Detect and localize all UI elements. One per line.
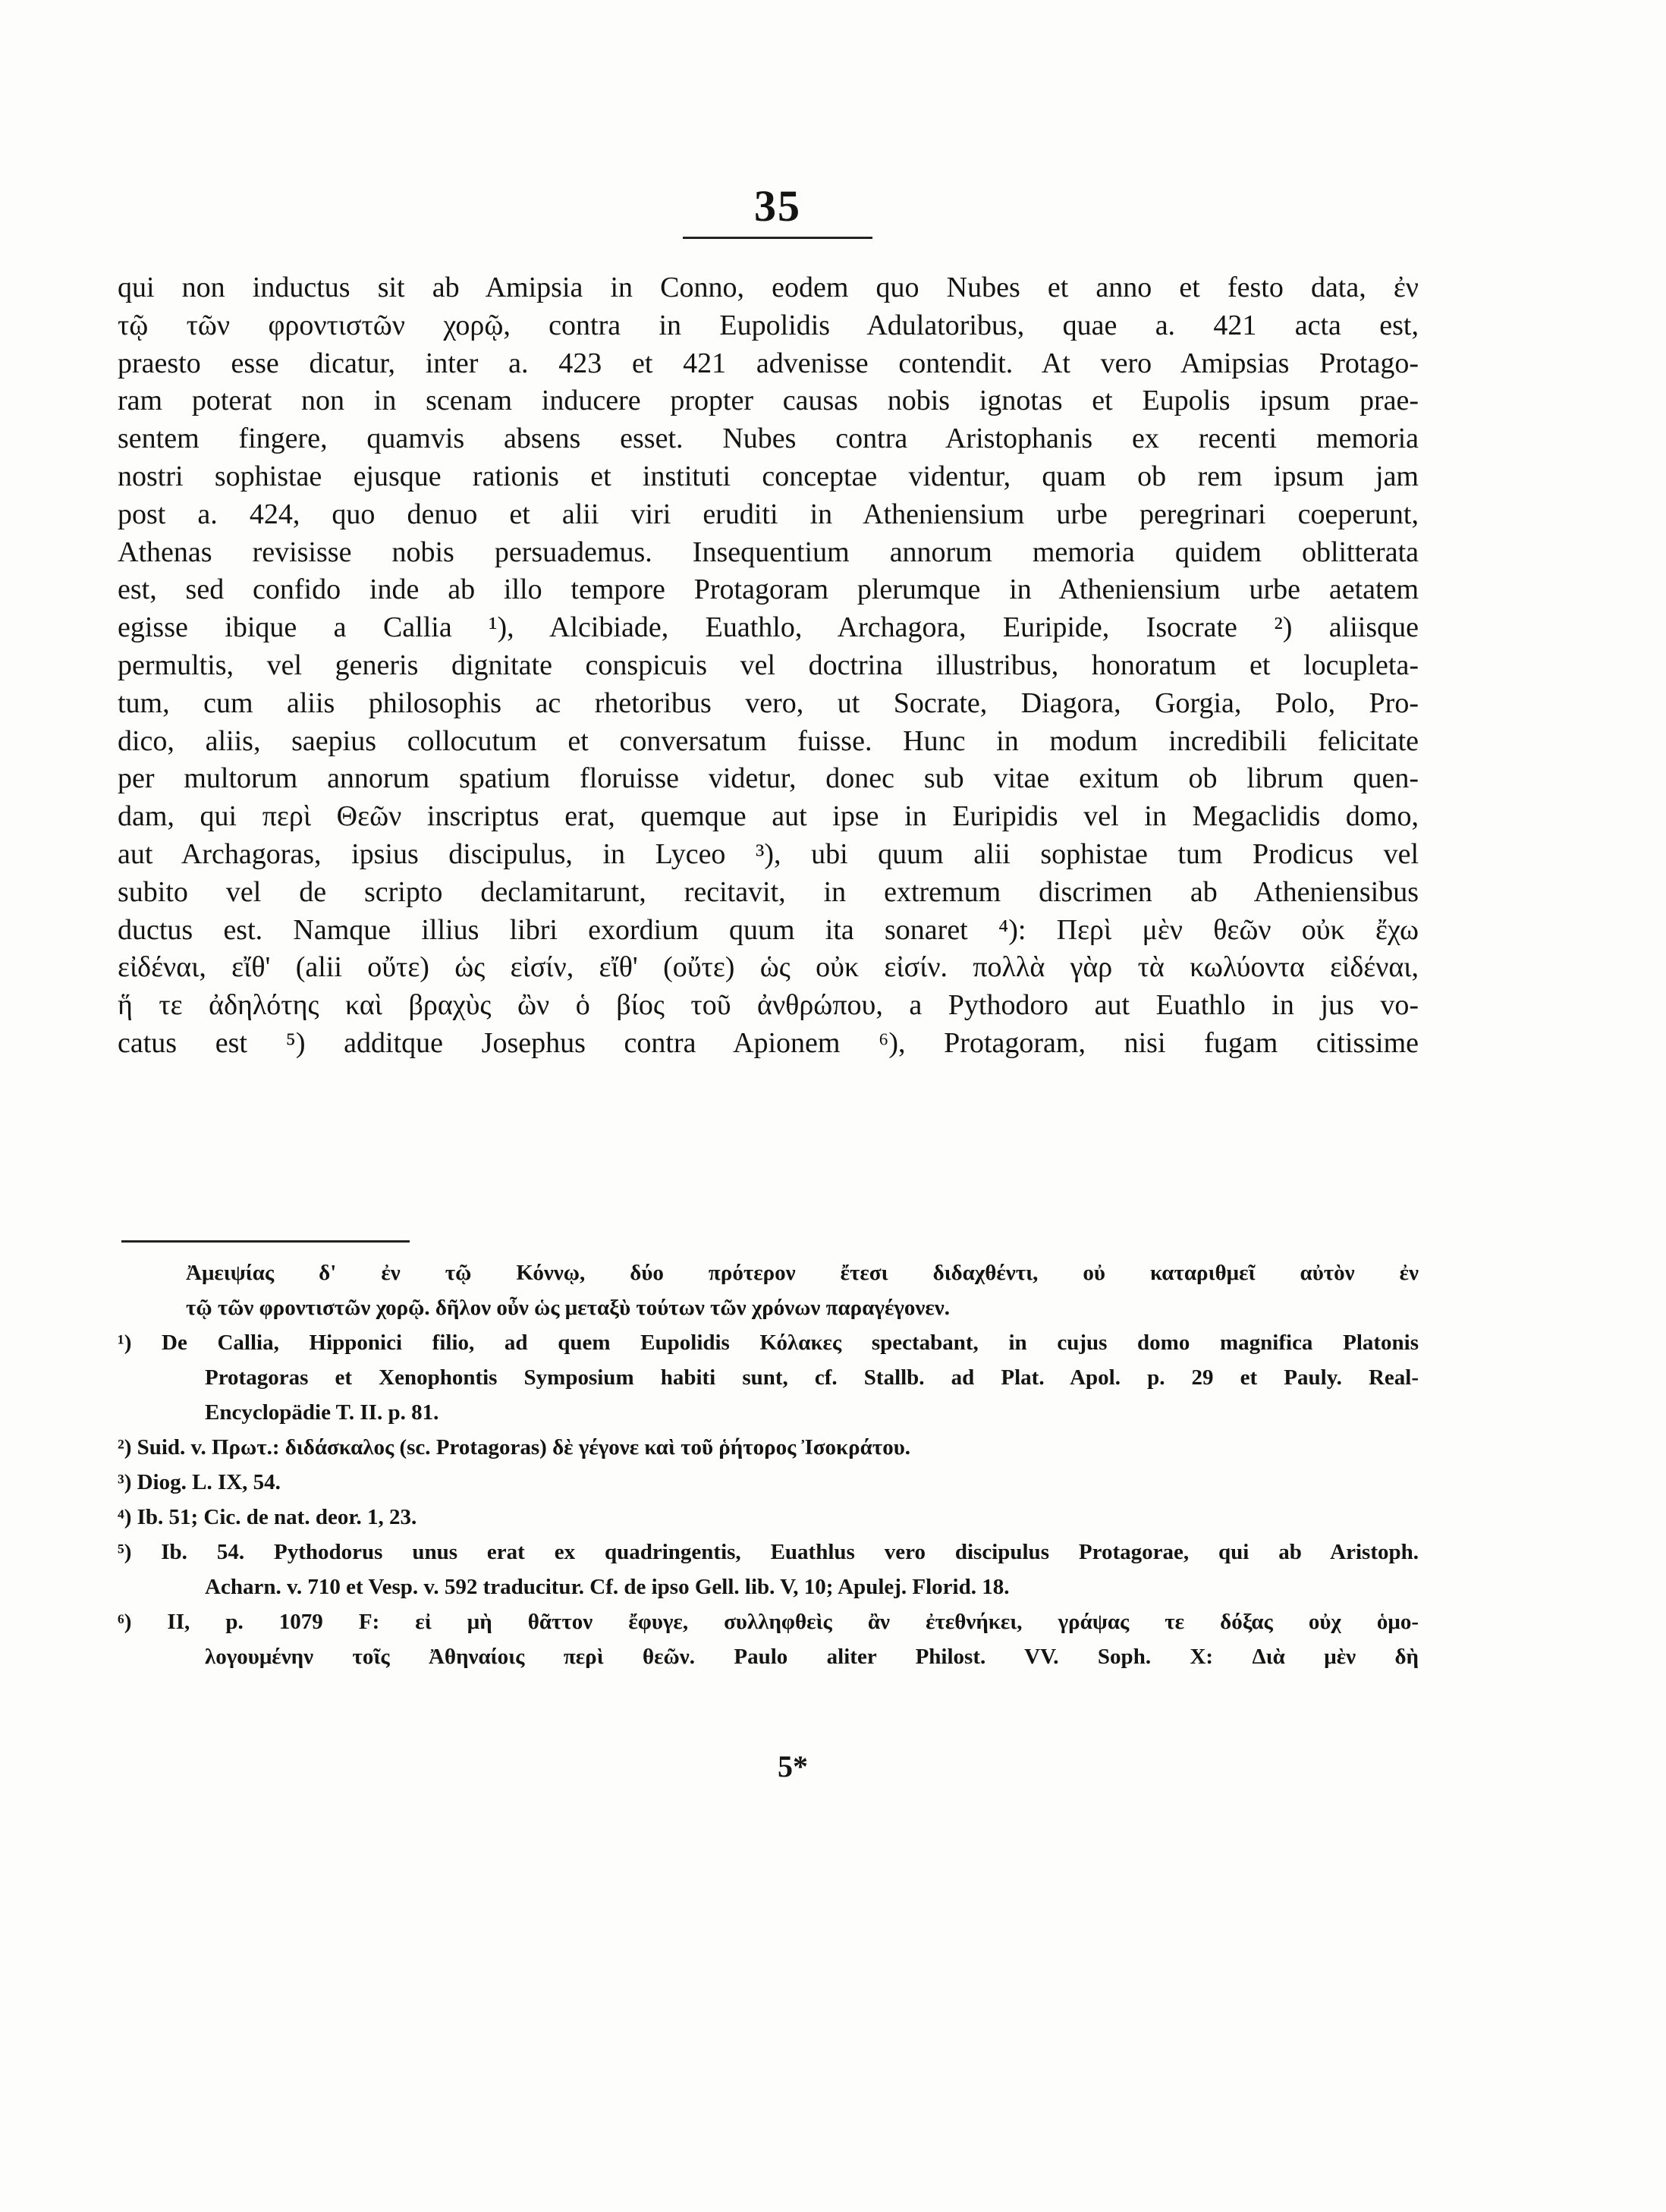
body-line: catus est ⁵) additque Josephus contra Apionem ⁶), Protagoram, nisi fugam citissime <box>118 1026 1419 1059</box>
body-line: praesto esse dicatur, inter a. 423 et 421 advenisse contendit. At vero Amipsias Protago- <box>118 347 1419 379</box>
body-line: tum, cum aliis philosophis ac rhetoribus vero, ut Socrate, Diagora, Gorgia, Polo, Pro- <box>118 687 1419 719</box>
footnote-line: ⁴) Ib. 51; Cic. de nat. deor. 1, 23. <box>118 1505 417 1529</box>
body-line: qui non inductus sit ab Amipsia in Conno, eodem quo Nubes et anno et festo data, ἐν <box>118 272 1419 303</box>
footnote-line: ³) Diog. L. IX, 54. <box>118 1470 281 1494</box>
main-text-block <box>118 269 1419 1063</box>
body-line: per multorum annorum spatium floruisse videtur, donec sub vitae exitum ob librum quen- <box>118 762 1419 795</box>
body-line: nostri sophistae ejusque rationis et instituti conceptae videntur, quam ob rem ipsum jam <box>118 460 1419 492</box>
body-line: egisse ibique a Callia ¹), Alcibiade, Euathlo, Archagora, Euripide, Isocrate ²) aliisque <box>118 611 1419 644</box>
body-line: τῷ τῶν φροντιστῶν χορῷ, contra in Eupolidis Adulatoribus, quae a. 421 acta est, <box>118 309 1419 341</box>
body-line: sentem fingere, quamvis absens esset. Nubes contra Aristophanis ex recenti memoria <box>118 423 1419 455</box>
footnote-line: ¹) De Callia, Hipponici filio, ad quem Eupolidis Κόλακες spectabant, in cujus domo magnifica Platonis <box>118 1331 1419 1355</box>
body-line: ἥ τε ἀδηλότης καὶ βραχὺς ὢν ὁ βίος τοῦ ἀνθρώπου, a Pythodoro aut Euathlo in jus vo- <box>118 989 1419 1022</box>
footnote-line: ²) Suid. v. Πρωτ.: διδάσκαλος (sc. Protagoras) δὲ γέγονε καὶ τοῦ ῥήτορος Ἰσοκράτου. <box>118 1435 911 1459</box>
body-line: aut Archagoras, ipsius discipulus, in Lyceo ³), ubi quum alii sophistae tum Prodicus vel <box>118 837 1419 870</box>
body-line: ductus est. Namque illius libri exordium quum ita sonaret ⁴): Περὶ μὲν θεῶν οὐκ ἔχω <box>118 913 1419 946</box>
body-line: εἰδέναι, εἴθ' (alii οὔτε) ὡς εἰσίν, εἴθ' (οὔτε) ὡς οὐκ εἰσίν. πολλὰ γὰρ τὰ κωλύοντα εἰδέναι, <box>118 951 1419 984</box>
footnote-line: Encyclopädie T. II. p. 81. <box>205 1400 439 1425</box>
signature-mark: 5* <box>778 1749 808 1783</box>
body-line: permultis, vel generis dignitate conspicuis vel doctrina illustribus, honoratum et locupleta- <box>118 649 1419 681</box>
body-line: ram poterat non in scenam inducere propter causas nobis ignotas et Eupolis ipsum prae- <box>118 385 1419 417</box>
page-number: 35 <box>754 181 801 231</box>
footnote-line: Acharn. v. 710 et Vesp. v. 592 traducitur. Cf. de ipso Gell. lib. V, 10; Apulej. Florid. 18. <box>205 1575 1010 1599</box>
body-line: est, sed confido inde ab illo tempore Protagoram plerumque in Atheniensium urbe aetatem <box>118 573 1419 606</box>
body-line: dam, qui περὶ Θεῶν inscriptus erat, quemque aut ipse in Euripidis vel in Megaclidis domo, <box>118 800 1419 833</box>
body-line: subito vel de scripto declamitarunt, recitavit, in extremum discrimen ab Atheniensibus <box>118 875 1419 908</box>
footnote-separator <box>121 1240 410 1243</box>
footnote-line: ⁶) II, p. 1079 F: εἰ μὴ θᾶττον ἔφυγε, συλληφθεὶς ἂν ἐτεθνήκει, γράψας τε δόξας οὐχ ὁμο- <box>118 1610 1419 1634</box>
footnote-line: ⁵) Ib. 54. Pythodorus unus erat ex quadringentis, Euathlus vero discipulus Protagorae, qui ab Aristoph. <box>118 1540 1419 1564</box>
footnotes-block <box>118 1255 1419 1674</box>
footnote-line: λογουμένην τοῖς Ἀθηναίοις περὶ θεῶν. Paulo aliter Philost. VV. Soph. X: Διὰ μὲν δὴ <box>205 1645 1419 1669</box>
footnote-line: Protagoras et Xenophontis Symposium habiti sunt, cf. Stallb. ad Plat. Apol. p. 29 et Pauly. Real- <box>205 1365 1419 1390</box>
page-number-rule <box>683 237 872 239</box>
body-line: post a. 424, quo denuo et alii viri eruditi in Atheniensium urbe peregrinari coeperunt, <box>118 498 1419 530</box>
footnote-line: τῷ τῶν φροντιστῶν χορῷ. δῆλον οὖν ὡς μεταξὺ τούτων τῶν χρόνων παραγέγονεν. <box>186 1296 950 1320</box>
footnote-line: Ἀμειψίας δ' ἐν τῷ Κόννῳ, δύο πρότερον ἔτεσι διδαχθέντι, οὐ καταριθμεῖ αὐτὸν ἐν <box>186 1261 1419 1285</box>
body-line: Athenas revisisse nobis persuademus. Insequentium annorum memoria quidem oblitterata <box>118 536 1419 568</box>
body-line: dico, aliis, saepius collocutum et conversatum fuisse. Hunc in modum incredibili felicitate <box>118 724 1419 757</box>
